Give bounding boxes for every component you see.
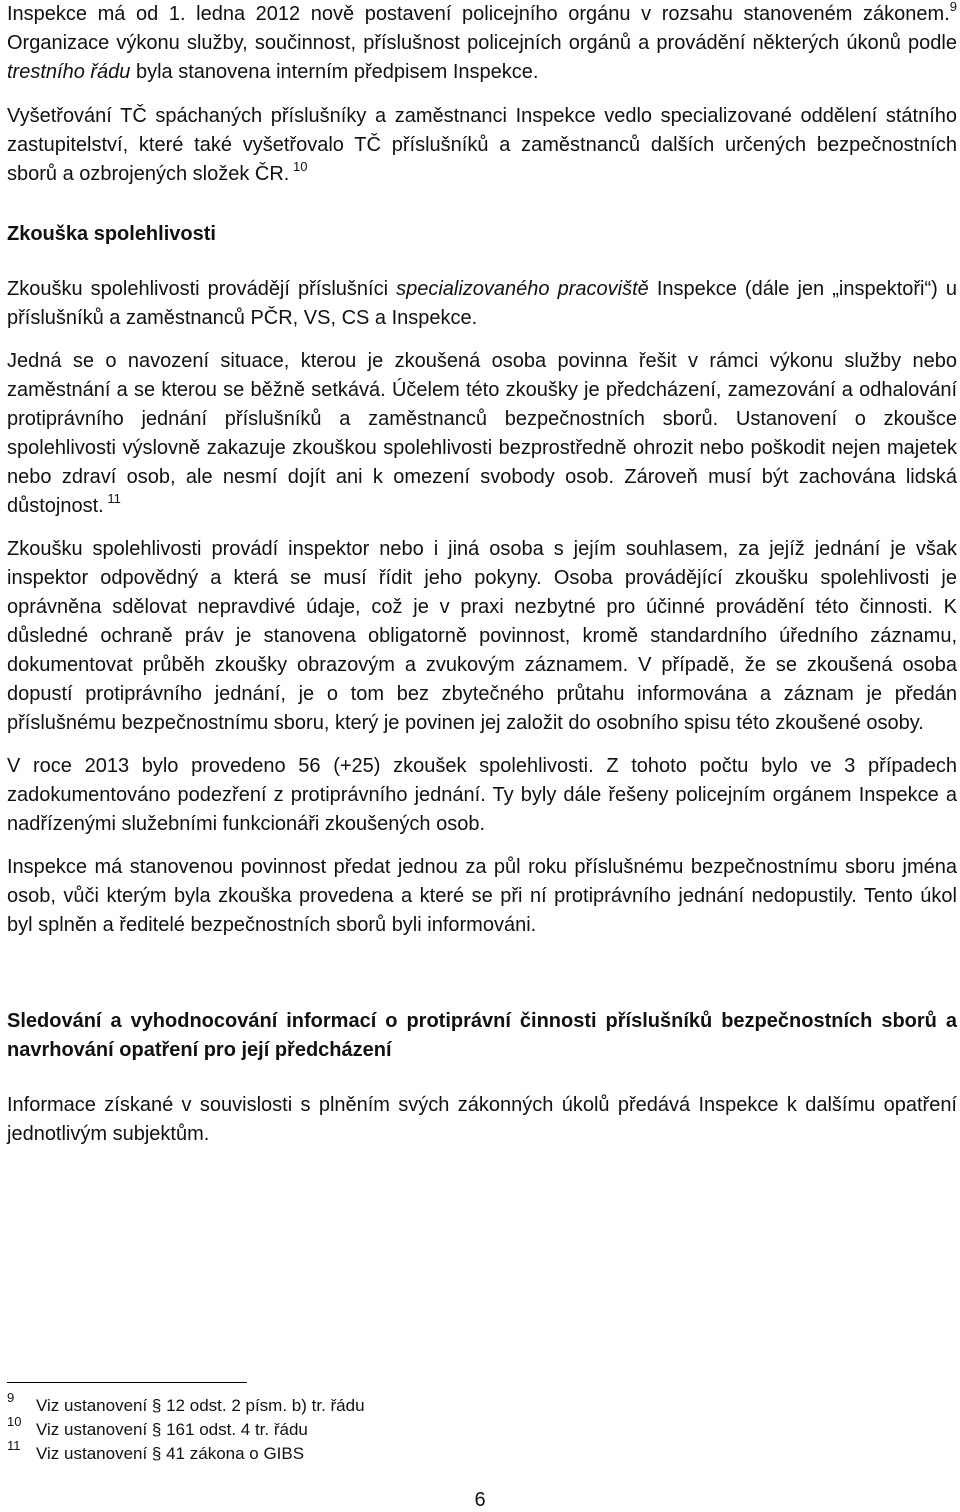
paragraph-test-purpose: [7, 347, 957, 521]
footnote-ref-11: 11: [103, 491, 121, 506]
footnote-ref-10: 10: [289, 159, 308, 174]
paragraph-text: Zkoušku spolehlivosti provádějí příslušníci: [7, 278, 397, 300]
paragraph-test-performers: [7, 275, 957, 333]
section-heading-monitoring: Sledování a vyhodnocování informací o protiprávní činnosti příslušníků bezpečnostních sborů a navrhování opatření pro její předcházení: [7, 1010, 957, 1061]
section-heading-reliability-test: Zkouška spolehlivosti: [7, 223, 216, 245]
paragraph-text: Inspekce má od 1. ledna 2012 nově postavení policejního orgánu v rozsahu stanoveném zákonem.: [7, 3, 950, 25]
paragraph-text: Organizace výkonu služby, součinnost, příslušnost policejních orgánů a provádění některých úkonů podle: [7, 32, 957, 54]
footnote-separator: [7, 1382, 247, 1383]
paragraph-investigation: [7, 102, 957, 189]
footnote-number: 11: [7, 1438, 21, 1453]
document-page: [7, 0, 957, 1149]
paragraph-test-execution: Zkoušku spolehlivosti provádí inspektor nebo i jiná osoba s jejím souhlasem, za jejíž jednání je však inspektor odpovědný a která se musí řídit jeho pokyny. Osoba provádějící zkoušku spolehlivosti je oprávněna sdělovat nepravdivé údaje, což je v praxi nezbytné pro účinné provádění této činnosti. K důsledné ochraně práv je stanovena obligatorně povinnost, kromě standardního úředního záznamu, dokumentovat průběh zkoušky obrazovým a zvukovým záznamem. V případě, že se zkoušená osoba dopustí protiprávního jednání, je o tom bez zbytečného průtahu informována a záznam je předán příslušnému bezpečnostnímu sboru, který je povinen jej založit do osobního spisu této zkoušené osoby.: [7, 538, 957, 734]
paragraph-information-transfer: Informace získané v souvislosti s plněním svých zákonných úkolů předává Inspekce k dalšímu opatření jednotlivým subjektům.: [7, 1094, 957, 1145]
page-number: 6: [474, 1489, 486, 1511]
footnote-number: 9: [7, 1390, 15, 1405]
paragraph-police-authority: [7, 0, 957, 87]
italic-term: specializovaného pracoviště: [396, 278, 649, 300]
footnote-text: Viz ustanovení § 12 odst. 2 písm. b) tr. řádu: [36, 1396, 365, 1415]
footnote-text: Viz ustanovení § 161 odst. 4 tr. řádu: [36, 1420, 308, 1439]
italic-term: trestního řádu: [7, 61, 131, 83]
paragraph-reporting-duty: Inspekce má stanovenou povinnost předat jednou za půl roku příslušnému bezpečnostnímu sboru jména osob, vůči kterým byla zkouška provedena a které se při ní protiprávního jednání nedopustily. Tento úkol byl splněn a ředitelé bezpečnostních sborů byli informováni.: [7, 856, 957, 936]
paragraph-text: Inspekce (dále jen „inspektoři“) u příslušníků a zaměstnanců PČR, VS, CS a Inspekce.: [7, 278, 957, 329]
footnote-number: 10: [7, 1414, 22, 1429]
paragraph-text: Jedná se o navození situace, kterou je zkoušená osoba povinna řešit v rámci výkonu služby nebo zaměstnání a se kterou se běžně setkává. Účelem této zkoušky je předcházení, zamezování a odhalování protiprávního jednání příslušníků a zaměstnanců bezpečnostních sborů. Ustanovení o zkoušce spolehlivosti výslovně zakazuje zkouškou spolehlivosti bezprostředně ohrozit nebo poškodit nejen majetek nebo zdraví osob, ale nesmí dojít ani k omezení svobody osob. Zároveň musí být zachována lidská důstojnost.: [7, 350, 957, 517]
footnote-ref-9: 9: [949, 0, 957, 14]
paragraph-text: Vyšetřování TČ spáchaných příslušníky a zaměstnanci Inspekce vedlo specializované oddělení státního zastupitelství, které také vyšetřovalo TČ příslušníků a zaměstnanců dalších určených bezpečnostních sborů a ozbrojených složek ČR.: [7, 105, 957, 185]
paragraph-test-statistics: V roce 2013 bylo provedeno 56 (+25) zkoušek spolehlivosti. Z tohoto počtu bylo ve 3 případech zadokumentováno podezření z protiprávního jednání. Ty byly dále řešeny policejním orgánem Inspekce a nadřízenými služebními funkcionáři zkoušených osob.: [7, 755, 957, 835]
footnote-text: Viz ustanovení § 41 zákona o GIBS: [36, 1444, 305, 1463]
paragraph-text: byla stanovena interním předpisem Inspekce.: [130, 61, 539, 83]
